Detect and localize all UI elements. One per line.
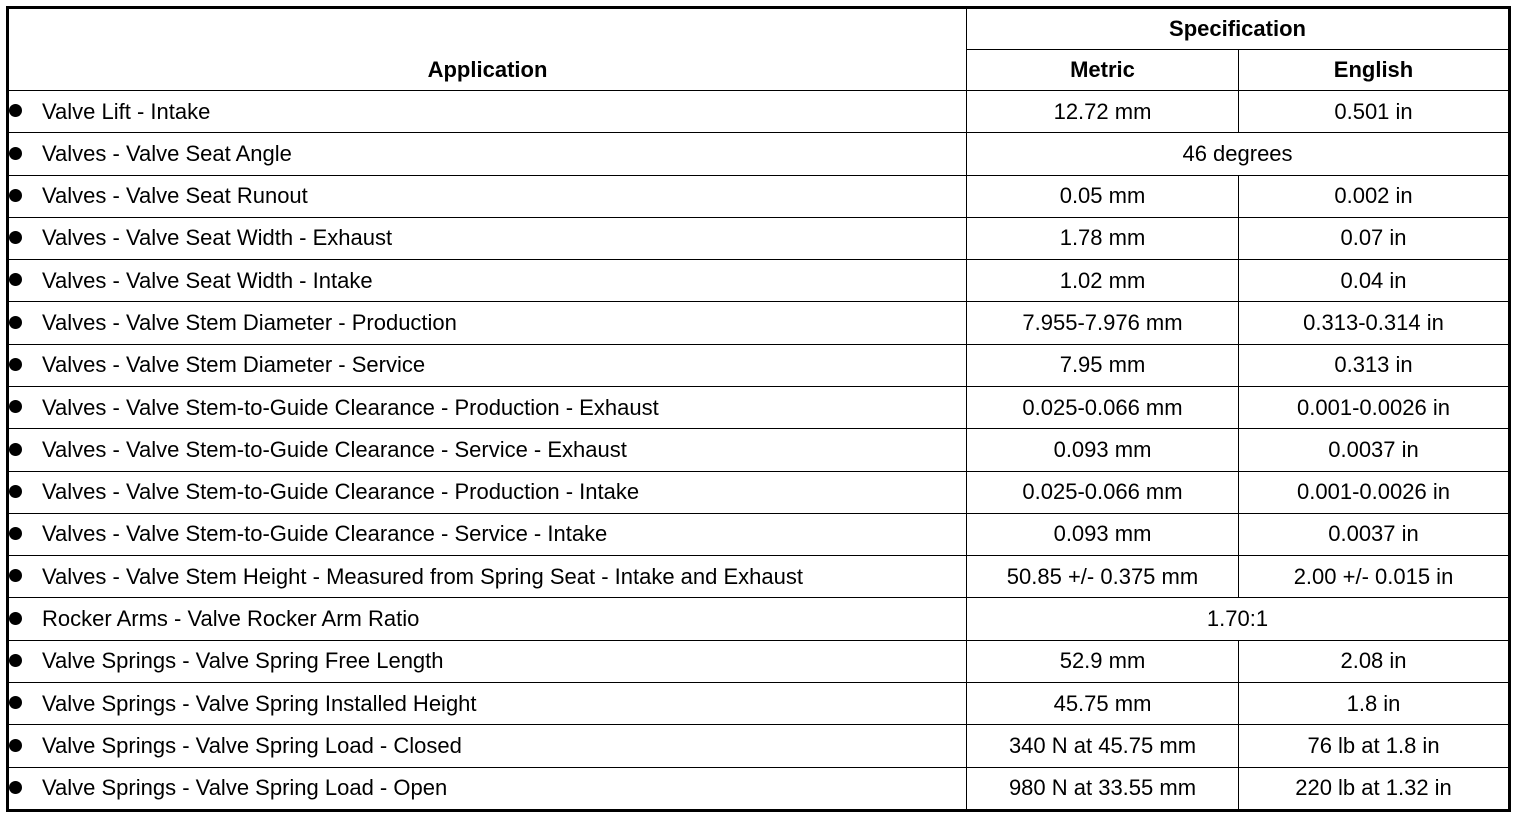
application-cell <box>8 598 967 640</box>
english-value-cell: 2.00 +/- 0.015 in <box>1239 556 1510 598</box>
application-cell <box>8 429 967 471</box>
table-row <box>8 725 1510 767</box>
english-value-cell: 2.08 in <box>1239 640 1510 682</box>
english-value-cell: 0.001-0.0026 in <box>1239 471 1510 513</box>
application-label: Valve Springs - Valve Spring Free Length <box>42 648 444 674</box>
bullet-icon <box>9 147 22 160</box>
metric-value-cell: 1.02 mm <box>967 260 1239 302</box>
bullet-icon <box>9 527 22 540</box>
header-row-top <box>8 8 1510 50</box>
english-value-cell: 0.0037 in <box>1239 429 1510 471</box>
application-label: Valve Springs - Valve Spring Load - Closed <box>42 732 462 758</box>
bullet-icon <box>9 612 22 625</box>
application-cell <box>8 725 967 767</box>
table-row <box>8 386 1510 428</box>
combined-value-cell: 46 degrees <box>967 133 1510 175</box>
table-body <box>8 91 1510 811</box>
table-header <box>8 8 1510 91</box>
table-row <box>8 598 1510 640</box>
application-label: Valves - Valve Seat Runout <box>42 183 308 209</box>
metric-value-cell: 50.85 +/- 0.375 mm <box>967 556 1239 598</box>
metric-value-cell: 7.955-7.976 mm <box>967 302 1239 344</box>
application-cell <box>8 217 967 259</box>
application-label: Valves - Valve Stem-to-Guide Clearance - Service - Intake <box>42 521 608 547</box>
application-label: Valves - Valve Stem Height - Measured from Spring Seat - Intake and Exhaust <box>42 563 803 589</box>
application-cell <box>8 133 967 175</box>
application-label: Valves - Valve Stem-to-Guide Clearance - Service - Exhaust <box>42 436 627 462</box>
application-label: Rocker Arms - Valve Rocker Arm Ratio <box>42 606 420 632</box>
bullet-icon <box>9 485 22 498</box>
metric-value-cell: 1.78 mm <box>967 217 1239 259</box>
english-value-cell: 0.501 in <box>1239 91 1510 133</box>
english-value-cell: 76 lb at 1.8 in <box>1239 725 1510 767</box>
metric-value-cell: 45.75 mm <box>967 682 1239 724</box>
bullet-icon <box>9 273 22 286</box>
bullet-icon <box>9 104 22 117</box>
english-header: English <box>1239 50 1510 91</box>
application-header: Application <box>8 8 967 91</box>
combined-value-cell: 1.70:1 <box>967 598 1510 640</box>
table-row <box>8 471 1510 513</box>
english-value-cell: 0.001-0.0026 in <box>1239 386 1510 428</box>
application-label: Valves - Valve Stem Diameter - Service <box>42 352 426 378</box>
bullet-icon <box>9 781 22 794</box>
application-cell <box>8 386 967 428</box>
table-row <box>8 556 1510 598</box>
table-row <box>8 302 1510 344</box>
metric-value-cell: 52.9 mm <box>967 640 1239 682</box>
bullet-icon <box>9 443 22 456</box>
application-label: Valves - Valve Seat Width - Exhaust <box>42 225 393 251</box>
application-cell <box>8 260 967 302</box>
bullet-icon <box>9 696 22 709</box>
specification-header: Specification <box>967 8 1510 50</box>
metric-value-cell: 980 N at 33.55 mm <box>967 767 1239 811</box>
specification-table <box>6 6 1511 812</box>
application-label: Valves - Valve Seat Angle <box>42 140 292 166</box>
application-cell <box>8 682 967 724</box>
english-value-cell: 0.07 in <box>1239 217 1510 259</box>
metric-value-cell: 0.093 mm <box>967 429 1239 471</box>
table-row <box>8 640 1510 682</box>
application-label: Valves - Valve Seat Width - Intake <box>42 267 373 293</box>
metric-value-cell: 7.95 mm <box>967 344 1239 386</box>
metric-value-cell: 0.05 mm <box>967 175 1239 217</box>
application-cell <box>8 640 967 682</box>
metric-value-cell: 0.025-0.066 mm <box>967 471 1239 513</box>
metric-value-cell: 12.72 mm <box>967 91 1239 133</box>
application-label: Valves - Valve Stem-to-Guide Clearance - Production - Intake <box>42 479 640 505</box>
metric-header: Metric <box>967 50 1239 91</box>
bullet-icon <box>9 189 22 202</box>
bullet-icon <box>9 358 22 371</box>
table-row <box>8 429 1510 471</box>
application-label: Valve Lift - Intake <box>42 98 211 124</box>
metric-value-cell: 340 N at 45.75 mm <box>967 725 1239 767</box>
bullet-icon <box>9 569 22 582</box>
application-cell <box>8 302 967 344</box>
bullet-icon <box>9 231 22 244</box>
english-value-cell: 0.002 in <box>1239 175 1510 217</box>
table-row <box>8 133 1510 175</box>
application-cell <box>8 513 967 555</box>
english-value-cell: 220 lb at 1.32 in <box>1239 767 1510 811</box>
application-cell <box>8 175 967 217</box>
english-value-cell: 0.313-0.314 in <box>1239 302 1510 344</box>
application-cell <box>8 344 967 386</box>
application-cell <box>8 767 967 811</box>
bullet-icon <box>9 316 22 329</box>
table-row <box>8 513 1510 555</box>
metric-value-cell: 0.025-0.066 mm <box>967 386 1239 428</box>
bullet-icon <box>9 739 22 752</box>
table-row <box>8 91 1510 133</box>
metric-value-cell: 0.093 mm <box>967 513 1239 555</box>
table-row <box>8 767 1510 811</box>
application-label: Valve Springs - Valve Spring Load - Open <box>42 775 448 801</box>
english-value-cell: 0.04 in <box>1239 260 1510 302</box>
application-cell <box>8 471 967 513</box>
table-row <box>8 260 1510 302</box>
bullet-icon <box>9 400 22 413</box>
application-label: Valve Springs - Valve Spring Installed Height <box>42 690 477 716</box>
bullet-icon <box>9 654 22 667</box>
application-cell <box>8 556 967 598</box>
english-value-cell: 1.8 in <box>1239 682 1510 724</box>
english-value-cell: 0.0037 in <box>1239 513 1510 555</box>
english-value-cell: 0.313 in <box>1239 344 1510 386</box>
application-cell <box>8 91 967 133</box>
table-row <box>8 175 1510 217</box>
application-label: Valves - Valve Stem-to-Guide Clearance - Production - Exhaust <box>42 394 659 420</box>
table-row <box>8 217 1510 259</box>
table-row <box>8 344 1510 386</box>
application-label: Valves - Valve Stem Diameter - Production <box>42 310 457 336</box>
table-row <box>8 682 1510 724</box>
